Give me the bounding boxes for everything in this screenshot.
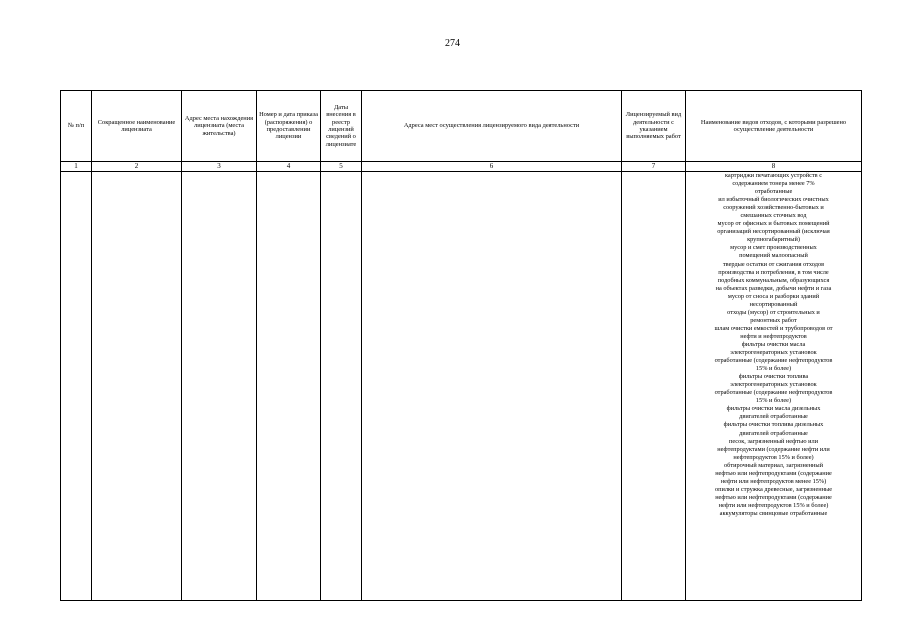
page-number: 274 xyxy=(445,38,460,49)
column-number-row xyxy=(61,162,862,172)
cell-activity-addresses xyxy=(362,172,622,601)
cell-waste-types xyxy=(686,172,862,601)
waste-type-line: на объектах разведки, добычи нефти и газа xyxy=(715,284,832,292)
cell-licensee-name xyxy=(92,172,182,601)
license-registry-table xyxy=(60,90,862,601)
waste-type-line: несортированный xyxy=(749,300,798,308)
table-row xyxy=(61,172,862,601)
waste-type-line: опилки и стружка древесные, загрязненные xyxy=(714,485,833,493)
waste-type-line: электрогенераторных установок xyxy=(730,349,817,357)
cell-licensee-address xyxy=(182,172,257,601)
waste-types-list xyxy=(686,172,861,518)
waste-type-line: помещений малоопасный xyxy=(739,252,808,260)
waste-type-line: фильтры очистки масла xyxy=(741,340,806,348)
waste-type-line: нефтепродуктами (содержание нефти или xyxy=(717,445,830,453)
header-order-number-date: Номер и дата приказа (распоряжения) о предоставлении лицензии xyxy=(257,91,321,162)
waste-type-line: фильтры очистки топлива дизельных xyxy=(723,421,824,429)
waste-type-line: фильтры очистки топлива xyxy=(738,373,809,381)
waste-type-line: картриджи печатающих устройств с xyxy=(724,172,823,179)
column-number: 8 xyxy=(686,162,862,172)
header-waste-types: Наименование видов отходов, с которыми разрешено осуществление деятельности xyxy=(686,91,862,162)
header-licensee-address: Адрес места нахождения лицензиата (места жительства) xyxy=(182,91,257,162)
waste-type-line: фильтры очистки масла дизельных xyxy=(726,405,821,413)
waste-type-line: мусор и смет производственных xyxy=(730,244,817,252)
waste-type-line: мусор от сноса и разборки зданий xyxy=(727,292,820,300)
waste-type-line: крупногабаритный) xyxy=(747,236,800,244)
column-number: 7 xyxy=(622,162,686,172)
waste-type-line: ил избыточный биологических очистных xyxy=(718,196,829,204)
column-number: 2 xyxy=(92,162,182,172)
cell-registry-dates xyxy=(321,172,362,601)
waste-type-line: шлам очистки емкостей и трубопроводов от xyxy=(714,324,833,332)
waste-type-line: 15% и более) xyxy=(755,397,792,405)
waste-type-line: нефти или нефтепродуктов менее 15%) xyxy=(720,477,827,485)
header-activity-addresses: Адреса мест осуществления лицензируемого вида деятельности xyxy=(362,91,622,162)
waste-type-line: мусор от офисных и бытовых помещений xyxy=(717,220,830,228)
waste-type-line: сооружений хозяйственно-бытовых и xyxy=(723,204,824,212)
column-number: 4 xyxy=(257,162,321,172)
waste-type-line: песок, загрязненный нефтью или xyxy=(728,437,819,445)
waste-type-line: отработанные (содержание нефтепродуктов xyxy=(714,357,833,365)
waste-type-line: обтирочный материал, загрязненный xyxy=(723,461,823,469)
header-licensee-name: Сокращенное наименование лицензиата xyxy=(92,91,182,162)
waste-type-line: нефти или нефтепродуктов 15% и более) xyxy=(718,501,829,509)
waste-type-line: организаций несортированный (исключая xyxy=(717,228,830,236)
header-row xyxy=(61,91,862,162)
waste-type-line: отработанные xyxy=(754,188,793,196)
waste-type-line: ремонтных работ xyxy=(750,316,797,324)
waste-type-line: двигателей отработанные xyxy=(739,413,808,421)
header-licensed-activity: Лицензируемый вид деятельности с указанием выполняемых работ xyxy=(622,91,686,162)
cell-licensed-activity xyxy=(622,172,686,601)
waste-type-line: нефтью или нефтепродуктами (содержание xyxy=(715,469,832,477)
cell-number xyxy=(61,172,92,601)
header-registry-dates: Даты внесения в реестр лицензий сведений о лицензиате xyxy=(321,91,362,162)
header-number: № п/п xyxy=(61,91,92,162)
waste-type-line: отработанные (содержание нефтепродуктов xyxy=(714,389,833,397)
waste-type-line: 15% и более) xyxy=(755,365,792,373)
column-number: 3 xyxy=(182,162,257,172)
waste-type-line: нефти и нефтепродуктов xyxy=(740,332,807,340)
waste-type-line: смешанных сточных вод xyxy=(740,212,807,220)
waste-type-line: двигателей отработанные xyxy=(739,429,808,437)
waste-type-line: электрогенераторных установок xyxy=(730,381,817,389)
waste-type-line: нефтью или нефтепродуктами (содержание xyxy=(715,493,832,501)
column-number: 1 xyxy=(61,162,92,172)
waste-type-line: производства и потребления, в том числе xyxy=(718,268,829,276)
column-number: 6 xyxy=(362,162,622,172)
waste-type-line: подобных коммунальным, образующихся xyxy=(717,276,830,284)
waste-type-line: содержанием тонера менее 7% xyxy=(732,180,815,188)
cell-order xyxy=(257,172,321,601)
column-number: 5 xyxy=(321,162,362,172)
waste-type-line: аккумуляторы свинцовые отработанные xyxy=(719,509,828,517)
waste-type-line: отходы (мусор) от строительных и xyxy=(727,308,820,316)
waste-type-line: твердые остатки от сжигания отходов xyxy=(722,260,825,268)
waste-type-line: нефтепродуктов 15% и более) xyxy=(733,453,814,461)
